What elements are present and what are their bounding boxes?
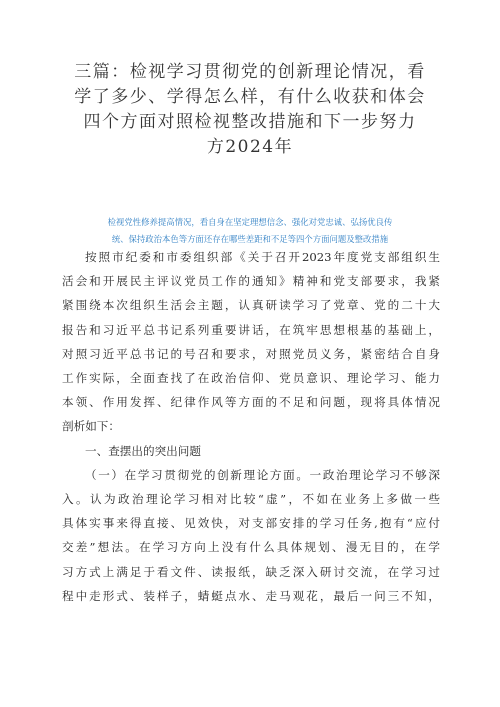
paragraph-1-line: 本领、作用发挥、纪律作风等方面的不足和问题，现将具体情况 [62,395,440,410]
paragraph-1-line: 报告和习近平总书记系列重要讲话，在筑牢思想根基的基础上， [62,322,440,337]
paragraph-1-line: 活会和开展民主评议党员工作的通知》精神和党支部要求，我紧 [62,274,440,289]
paragraph-2-line: 具体实事来得直接、见效快，对支部安排的学习任务,抱有“应付 [62,516,440,531]
title-line: 学了多少、学得怎么样，有什么收获和体会 [74,87,426,107]
section-heading: 一、查摆出的突出问题 [85,443,201,458]
paragraph-2-line: 习方式上满足于看文件、读报纸，缺乏深入研讨交流，在学习过 [62,564,440,579]
title-line: 四个方面对照检视整改措施和下一步努力 [83,112,417,132]
paragraph-1-line: 工作实际，全面查找了在政治信仰、党员意识、理论学习、能力 [62,371,440,386]
summary-line: 统、保持政治本色等方面还存在哪些差距和不足等四个方面问题及整改措施 [111,234,389,244]
paragraph-1-line: 紧围绕本次组织生活会主题，认真研读学习了党章、党的二十大 [62,298,440,313]
paragraph-1-line: 对照习近平总书记的号召和要求，对照党员义务，紧密结合自身 [62,346,440,361]
paragraph-1-line: 按照市纪委和市委组织部《关于召开2023年度党支部组织生 [85,250,440,264]
summary-line: 检视党性修养提高情况，看自身在坚定理想信念、强化对党忠诚、弘扬优良传 [107,217,393,227]
paragraph-2-line: （一）在学习贯彻党的创新理论方面。一政治理论学习不够深 [85,467,440,482]
paragraph-2-line: 入。认为政治理论学习相对比较“虚”，不如在业务上多做一些 [62,492,440,507]
paragraph-2-line: 交差”想法。在学习方向上没有什么具体规划、漫无目的，在学 [62,540,440,555]
document-body [62,245,440,608]
title-line: 方2024年 [206,137,294,157]
document-title [60,60,440,160]
document-summary [62,214,438,248]
paragraph-1-line: 剖析如下： [62,419,120,434]
title-line: 三篇：检视学习贯彻党的创新理论情况，看 [74,62,426,82]
paragraph-2-line: 程中走形式、装样子，蜻蜓点水、走马观花，最后一问三不知， [62,588,440,603]
